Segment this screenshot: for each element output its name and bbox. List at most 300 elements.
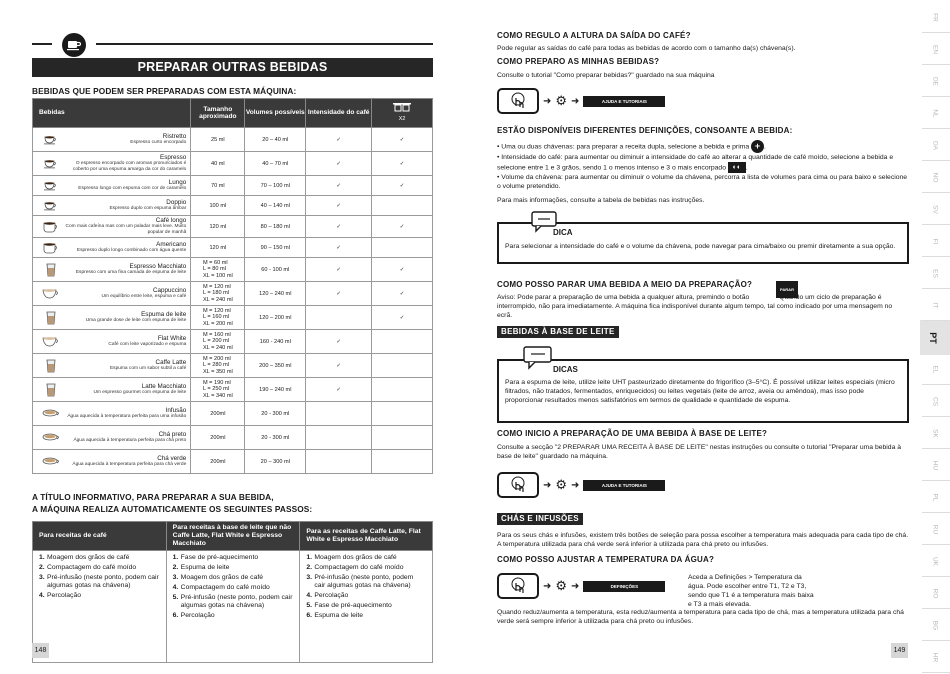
beverage-name: Chá verde	[157, 454, 187, 462]
beverage-cup-icon	[38, 133, 64, 147]
size-line: L = 160 ml	[202, 314, 230, 321]
gear-icon: ⚙	[555, 477, 568, 492]
q-start-milk-drink: COMO INICIO A PREPARAÇÃO DE UMA BEBIDA À BASE DE LEITE?	[497, 429, 768, 438]
bullet-cups-text: Uma ou duas chávenas: para preparar a receita dupla, selecione a bebida e prima	[501, 143, 750, 151]
arrow-right-icon: ➜	[543, 479, 552, 491]
beverage-description: Água aquecida à temperatura perfeita para chá verde	[72, 461, 187, 467]
milk-drinks-band: BEBIDAS À BASE DE LEITE	[497, 326, 619, 338]
beverage-description: O espresso encorpado com aromas pronunciados é coberto por uma espuma amarga da cor do caramelo	[72, 160, 187, 172]
language-tab[interactable]: SV	[931, 205, 939, 214]
step-item	[39, 564, 160, 572]
steps-column-header: Para receitas de café	[33, 522, 167, 551]
size-line: L = 250 ml	[202, 386, 230, 393]
step-item	[306, 554, 426, 562]
language-tab[interactable]: IT	[931, 302, 939, 309]
beverage-cup-icon	[38, 263, 64, 277]
beverage-description: Espresso duplo com espuma âmbar	[109, 205, 187, 211]
step-number: 4.	[306, 591, 312, 599]
step-item	[39, 592, 160, 600]
x2-check: ✓	[372, 176, 433, 196]
size-line: XL = 340 ml	[202, 392, 233, 399]
beverage-name: Lungo	[168, 178, 187, 186]
help-tutorials-button[interactable]: AJUDA E TUTORIAIS	[583, 480, 665, 491]
beverage-cup-icon	[38, 359, 64, 373]
language-tab[interactable]: SK	[931, 429, 939, 438]
step-text: Compactagem do café moído	[180, 583, 270, 591]
size-cell: 200ml	[191, 426, 245, 450]
step-item	[306, 564, 426, 572]
tips-text: Para a espuma de leite, utilize leite UHT pasteurizado diretamente do frigorífico (3–5°C). É possível utilizar leites especiais (micro filtrados, não tratados, fermentados, enriquecidos) ou leites vegetais (leite de arroz, aveia ou amêndoa), mas isso pode proporcionar resultados menos satisfatórios em termos de qualidade e quantidade de espuma.	[505, 379, 895, 404]
bullet-cups: • Uma ou duas chávenas: para preparar a receita dupla, selecione a bebida e prima + .	[497, 141, 766, 151]
volumes-cell: 190 – 240 ml	[245, 378, 306, 402]
language-separator	[922, 608, 950, 609]
beverage-name: Flat White	[157, 334, 187, 342]
table-row	[33, 176, 433, 196]
beverage-cup-icon	[38, 241, 64, 255]
bullet-volume: • Volume da chávena: para aumentar ou diminuir o volume da chávena, percorra a lista de volumes para cima ou para baixo e selecione o volume pretendido.	[497, 174, 908, 190]
language-separator	[922, 512, 950, 513]
steps-column	[300, 551, 433, 663]
table-row	[33, 378, 433, 402]
x2-check	[372, 330, 433, 354]
size-cell: 25 ml	[191, 128, 245, 152]
beverage-cell	[33, 216, 191, 238]
beverage-name: Infusão	[165, 406, 187, 414]
language-separator	[922, 32, 950, 33]
size-cell: 100 ml	[191, 196, 245, 216]
section-title: PREPARAR OUTRAS BEBIDAS	[32, 58, 433, 77]
beverage-cup-icon	[38, 407, 64, 421]
volumes-cell: 20 - 300 ml	[245, 426, 306, 450]
q-stop-drink: COMO POSSO PARAR UMA BEBIDA A MEIO DA PREPARAÇÃO?	[497, 280, 753, 289]
x2-check	[372, 450, 433, 474]
arrow-right-icon: ➜	[571, 95, 580, 107]
step-text: Espuma de leite	[180, 563, 230, 571]
volumes-cell: 60 - 100 ml	[245, 258, 306, 282]
step-number: 3.	[306, 573, 312, 581]
step-text: Percolação	[314, 591, 349, 599]
language-tab[interactable]: BG	[931, 620, 939, 631]
step-item	[173, 574, 294, 582]
a-stop-drink-part1: Aviso: Pode parar a preparação de uma bebida a qualquer altura, premindo o botão	[497, 294, 750, 301]
a-stop-drink	[497, 293, 909, 320]
col-volumes: Volumes possíveis	[245, 99, 306, 128]
size-cell: 40 ml	[191, 152, 245, 176]
step-item	[173, 554, 294, 562]
step-item	[39, 554, 160, 562]
q-coffee-outlet-height: COMO REGULO A ALTURA DA SAÍDA DO CAFÉ?	[497, 31, 691, 40]
help-tutorials-button[interactable]: AJUDA E TUTORIAIS	[583, 96, 665, 107]
language-tab[interactable]: NO	[931, 172, 939, 183]
language-separator	[922, 544, 950, 545]
beverage-cell	[33, 354, 191, 378]
table-row	[33, 402, 433, 426]
beverage-cup-icon	[38, 455, 64, 469]
x2-check: ✓	[372, 216, 433, 238]
step-number: 5.	[172, 593, 179, 601]
intensity-check	[306, 306, 372, 330]
size-line: XL = 100 ml	[202, 272, 233, 279]
beverage-cell	[33, 402, 191, 426]
size-line: XL = 240 ml	[202, 296, 233, 303]
x2-check: ✓	[372, 152, 433, 176]
x2-check	[372, 378, 433, 402]
language-separator	[922, 128, 950, 129]
beverage-cup-icon	[38, 220, 64, 234]
language-tab[interactable]: DE	[931, 76, 939, 87]
col-x2	[372, 99, 433, 128]
page-number-right: 149	[891, 643, 908, 658]
x2-check	[372, 426, 433, 450]
language-tab-active[interactable]	[920, 320, 950, 355]
beverage-cell	[33, 426, 191, 450]
step-text: Moagem dos grãos de café	[180, 573, 264, 581]
step-item	[306, 574, 426, 589]
size-cell: 200ml	[191, 402, 245, 426]
a-coffee-outlet-height: Pode regular as saídas do café para todas as bebidas de acordo com o tamanho da(s) chávena(s).	[497, 45, 796, 52]
language-separator	[922, 576, 950, 577]
step-item	[306, 592, 426, 600]
step-number: 3.	[172, 573, 179, 581]
x2-label: X2	[398, 115, 406, 122]
arrow-right-icon: ➜	[571, 580, 580, 592]
q-water-temperature: COMO POSSO AJUSTAR A TEMPERATURA DA ÁGUA?	[497, 555, 715, 564]
header-rule-right	[96, 43, 433, 45]
tips-title: DICAS	[553, 365, 578, 374]
step-number: 1.	[172, 554, 179, 561]
intensity-check: ✓	[306, 216, 372, 238]
touchscreen-icon	[497, 88, 539, 114]
beverage-description: Café com leite vaporizado e espuma	[108, 341, 187, 347]
language-separator	[922, 416, 950, 417]
beverage-name: Chá preto	[158, 430, 187, 438]
settings-button[interactable]: DEFINIÇÕES	[583, 581, 665, 592]
intensity-check: ✓	[306, 152, 372, 176]
beverage-cell	[33, 282, 191, 306]
a-water-temperature: Aceda a Definições > Temperatura da água. Pode escolher entre T1, T2 e T3, sendo que T1 é a temperatura mais baixa e T3 a mais elevada.	[688, 574, 814, 608]
volumes-cell: 80 – 180 ml	[245, 216, 306, 238]
size-cell	[191, 282, 245, 306]
language-separator	[922, 384, 950, 385]
step-item	[173, 612, 294, 620]
q-different-settings: ESTÃO DISPONÍVEIS DIFERENTES DEFINIÇÕES, CONSOANTE A BEBIDA:	[497, 126, 793, 135]
step-text: Moagem dos grãos de café	[47, 554, 130, 561]
language-separator	[922, 192, 950, 193]
language-tab[interactable]: FR	[931, 13, 939, 22]
step-number: 1.	[39, 554, 45, 561]
beverage-name: Espresso Macchiato	[129, 262, 187, 270]
beverage-cup-icon	[38, 383, 64, 397]
table-row	[33, 238, 433, 258]
intensity-check: ✓	[306, 282, 372, 306]
gear-icon: ⚙	[555, 578, 568, 593]
step-number: 6.	[172, 611, 179, 619]
col-intensidade: Intensidade do café	[306, 99, 372, 128]
language-separator	[922, 448, 950, 449]
language-separator	[922, 160, 950, 161]
arrow-right-icon: ➜	[543, 580, 552, 592]
x2-check: ✓	[372, 282, 433, 306]
tea-text: Para os seus chás e infusões, existem três botões de seleção para possa escolher a temperatura mais adequada para cada tipo de chá. A temperatura utilizada para chá verde será inferior à utilizada para chá preto ou infusões.	[497, 532, 909, 548]
q-prepare-drinks: COMO PREPARO AS MINHAS BEBIDAS?	[497, 57, 660, 66]
beverage-description: Espresso duplo longo combinado com água quente	[76, 247, 187, 253]
beverage-cell	[33, 238, 191, 258]
table-row	[33, 258, 433, 282]
steps-column-header: Para receitas à base de leite que não Caffe Latte, Flat White e Espresso Macchiato	[166, 522, 300, 551]
language-separator	[922, 672, 950, 673]
beverage-cell	[33, 152, 191, 176]
volumes-cell: 20 - 300 ml	[245, 402, 306, 426]
steps-table	[32, 521, 433, 663]
volumes-cell: 160 - 240 ml	[245, 330, 306, 354]
table-row	[33, 330, 433, 354]
beans-icon: ◐◐	[728, 162, 746, 173]
beverage-description: Espresso com uma fina camada de espuma de leite	[75, 269, 187, 275]
beverage-description: Espuma com um sabor subtil a café	[109, 365, 187, 371]
size-line: L = 180 ml	[202, 290, 230, 297]
size-cell: 120 ml	[191, 216, 245, 238]
size-cell	[191, 306, 245, 330]
settings-flow	[497, 573, 665, 599]
intensity-check: ✓	[306, 238, 372, 258]
language-separator	[922, 320, 950, 321]
beverage-cell	[33, 306, 191, 330]
beverage-description: Um espresso gourmet com espuma de leite	[93, 389, 187, 395]
size-line: M = 160 ml	[202, 332, 231, 339]
volumes-cell: 120 – 200 ml	[245, 306, 306, 330]
size-line: M = 60 ml	[202, 260, 228, 267]
step-number: 4.	[172, 583, 179, 591]
size-cell: 70 ml	[191, 176, 245, 196]
coffee-cup-icon	[62, 33, 86, 57]
beverage-cup-icon	[38, 335, 64, 349]
beverage-description: Água aquecida à temperatura perfeita para chá preto	[73, 437, 187, 443]
a-prepare-drinks: Consulte o tutorial "Como preparar bebidas?" guardado na sua máquina	[497, 72, 715, 79]
step-number: 4.	[39, 591, 45, 599]
beverage-name: Caffe Latte	[155, 358, 187, 366]
a-stop-drink-part2: Quando um ciclo de preparação é interrompido, não para imediatamente. A máquina fica indisponível durante algum tempo, tal como indicado por uma mensagem no ecrã.	[497, 294, 893, 319]
step-item	[306, 602, 426, 610]
language-separator	[922, 224, 950, 225]
volumes-cell: 200 – 350 ml	[245, 354, 306, 378]
step-text: Fase de pré-aquecimento	[314, 601, 392, 609]
step-number: 5.	[306, 601, 312, 609]
volumes-cell: 90 – 150 ml	[245, 238, 306, 258]
beverage-cup-icon	[38, 179, 64, 193]
beverage-cup-icon	[38, 157, 64, 171]
beverage-cell	[33, 450, 191, 474]
language-tab[interactable]: HR	[931, 652, 939, 663]
beverage-name: Ristretto	[162, 132, 187, 140]
bullet-volume-text: Volume da chávena: para aumentar ou diminuir o volume da chávena, percorra a lista de volumes para cima ou para baixo e selecione o volume pretendido.	[497, 174, 908, 190]
settings-bullets	[497, 140, 909, 191]
intensity-check: ✓	[306, 378, 372, 402]
table-row	[33, 152, 433, 176]
size-cell	[191, 258, 245, 282]
steps-column	[166, 551, 300, 663]
volumes-cell: 20 – 40 ml	[245, 128, 306, 152]
beverages-table	[32, 98, 433, 474]
size-cell	[191, 354, 245, 378]
step-text: Fase de pré-aquecimento	[180, 554, 259, 561]
intensity-check	[306, 402, 372, 426]
size-cell	[191, 330, 245, 354]
step-number: 2.	[306, 563, 312, 571]
table-row	[33, 196, 433, 216]
table-row	[33, 282, 433, 306]
stop-button[interactable]: PARAR	[776, 281, 798, 298]
size-line: XL = 240 ml	[202, 344, 233, 351]
plus-button-icon: +	[751, 140, 764, 153]
step-item	[39, 574, 160, 589]
language-tab[interactable]: EL	[931, 365, 939, 374]
language-tab[interactable]: CS	[931, 396, 939, 407]
step-item	[173, 584, 294, 592]
col-bebidas: Bebidas	[33, 99, 191, 128]
size-line: M = 120 ml	[202, 284, 231, 291]
size-line: L = 280 ml	[202, 362, 230, 369]
x2-check: ✓	[372, 258, 433, 282]
size-line: XL = 350 ml	[202, 368, 233, 375]
intensity-check: ✓	[306, 354, 372, 378]
intensity-check: ✓	[306, 258, 372, 282]
table-row	[33, 450, 433, 474]
help-flow	[497, 88, 665, 114]
active-language-label: PT	[927, 332, 938, 344]
step-text: Percolação	[47, 591, 82, 599]
step-item	[173, 564, 294, 572]
beverage-name: Doppio	[166, 198, 187, 206]
step-text: Moagem dos grãos de café	[314, 554, 397, 561]
x2-check: ✓	[372, 306, 433, 330]
arrow-right-icon: ➜	[571, 479, 580, 491]
size-line: XL = 200 ml	[202, 320, 233, 327]
volumes-cell: 40 – 140 ml	[245, 196, 306, 216]
step-text: Pré-infusão (neste ponto, podem cair algumas gotas na chávena)	[47, 573, 159, 589]
language-tab[interactable]: RU	[931, 524, 939, 535]
language-separator	[922, 480, 950, 481]
language-tab[interactable]: RO	[931, 588, 939, 599]
beverage-name: Espresso	[160, 153, 187, 161]
language-tab[interactable]: EN	[931, 44, 939, 55]
step-number: 1.	[306, 554, 312, 561]
beverage-name: Café longo	[155, 216, 187, 224]
tips-chat-icon	[523, 346, 553, 375]
language-separator	[922, 96, 950, 97]
bullet-intensity: • Intensidade do café: para aumentar ou diminuir a intensidade do café ao alterar a quantidade de café moído, selecione a bebida e selecione entre 1 e 3 grãos, sendo 1 o menos intenso e 3 o mais encorpado ◐◐ .	[497, 154, 894, 172]
intensity-check: ✓	[306, 176, 372, 196]
language-tab[interactable]: FI	[931, 238, 939, 245]
intensity-check: ✓	[306, 196, 372, 216]
table-heading: BEBIDAS QUE PODEM SER PREPARADAS COM ESTA MÁQUINA:	[32, 86, 297, 96]
size-line: M = 200 ml	[202, 356, 231, 363]
intensity-check	[306, 450, 372, 474]
table-row	[33, 354, 433, 378]
step-text: Espuma de leite	[314, 611, 364, 619]
double-cup-icon	[372, 103, 432, 116]
table-row	[33, 306, 433, 330]
touchscreen-icon	[497, 472, 539, 498]
more-info: Para mais informações, consulte a tabela de bebidas nas instruções.	[497, 197, 705, 204]
language-separator	[922, 64, 950, 65]
beverage-description: Água aquecida à temperatura perfeita para uma infusão	[67, 413, 187, 419]
size-line: M = 120 ml	[202, 308, 231, 315]
bullet-intensity-text: Intensidade do café: para aumentar ou diminuir a intensidade do café ao alterar a quantidade de café moído, selecione a bebida e selecione entre 1 e 3 grãos, sendo 1 o menos intenso e 3 o mais encorpado	[497, 154, 894, 172]
arrow-right-icon: ➜	[543, 95, 552, 107]
a-start-milk-drink: Consulte a secção "2 PREPARAR UMA RECEITA À BASE DE LEITE" nestas instruções ou consulte o tutorial "Preparar uma bebida à base de leite" guardado na máquina.	[497, 444, 902, 460]
language-tab[interactable]: UK	[931, 556, 939, 567]
gear-icon: ⚙	[555, 93, 568, 108]
size-cell: 120 ml	[191, 238, 245, 258]
volumes-cell: 40 – 70 ml	[245, 152, 306, 176]
beverage-name: Cappuccino	[152, 286, 187, 294]
intensity-check: ✓	[306, 128, 372, 152]
beverage-description: Uma grande dose de leite com espuma de leite	[85, 317, 187, 323]
beverage-cup-icon	[38, 287, 64, 301]
language-tab[interactable]: HU	[931, 460, 939, 471]
size-line: L = 80 ml	[202, 266, 226, 273]
beverage-cup-icon	[38, 311, 64, 325]
steps-column	[33, 551, 167, 663]
beverage-cell	[33, 330, 191, 354]
step-text: Percolação	[180, 611, 215, 619]
language-separator	[922, 288, 950, 289]
beverage-description: Um equilíbrio entre leite, espuma e café	[101, 293, 187, 299]
step-item	[306, 612, 426, 620]
size-line: L = 200 ml	[202, 338, 230, 345]
page-number-left: 148	[32, 643, 49, 658]
col-tamanho: Tamanho aproximado	[191, 99, 245, 128]
beverage-cell	[33, 128, 191, 152]
steps-heading-line-1: A TÍTULO INFORMATIVO, PARA PREPARAR A SUA BEBIDA,	[32, 492, 274, 502]
step-number: 2.	[172, 563, 179, 571]
language-tab[interactable]: NL	[931, 109, 939, 118]
table-row	[33, 426, 433, 450]
step-number: 2.	[39, 563, 45, 571]
milk-help-flow	[497, 472, 665, 498]
step-number: 6.	[306, 611, 312, 619]
beverage-cell	[33, 176, 191, 196]
size-cell: 200ml	[191, 450, 245, 474]
language-tab[interactable]: DA	[931, 140, 939, 151]
step-item	[173, 594, 294, 609]
tip-text: Para selecionar a intensidade do café e o volume da chávena, pode navegar para cima/baixo ou premir diretamente a sua opção.	[505, 243, 896, 250]
volumes-cell: 20 – 300 ml	[245, 450, 306, 474]
touchscreen-icon	[497, 573, 539, 599]
beverage-description: Espresso longo com espuma com cor de caramelo	[78, 185, 187, 191]
size-line: M = 190 ml	[202, 380, 231, 387]
step-text: Compactagem do café moído	[314, 563, 404, 571]
beverage-cup-icon	[38, 431, 64, 445]
intensity-check: ✓	[306, 330, 372, 354]
beverage-description: Com mais cafeína mas com um paladar mais leve. Muito popular de manhã	[65, 223, 187, 235]
beverage-cup-icon	[38, 199, 64, 213]
language-separator	[922, 640, 950, 641]
beverage-cell	[33, 196, 191, 216]
table-row	[33, 216, 433, 238]
beverage-cell	[33, 258, 191, 282]
tea-band: CHÁS E INFUSÕES	[497, 513, 583, 525]
beverage-cell	[33, 378, 191, 402]
language-tab[interactable]: PL	[931, 493, 939, 502]
steps-heading-line-2: A MÁQUINA REALIZA AUTOMATICAMENTE OS SEGUINTES PASSOS:	[32, 504, 313, 514]
beverage-name: Latte Macchiato	[141, 382, 187, 390]
language-tab[interactable]: ES	[931, 269, 939, 278]
beverage-name: Espuma de leite	[141, 310, 187, 318]
final-text: Quando reduz/aumenta a temperatura, esta reduz/aumenta a temperatura para cada tipo de chá, mas a temperatura utilizada para chá verde será sempre inferior à utilizada para chá preto ou infusões.	[497, 609, 904, 625]
x2-check	[372, 354, 433, 378]
volumes-cell: 120 – 240 ml	[245, 282, 306, 306]
